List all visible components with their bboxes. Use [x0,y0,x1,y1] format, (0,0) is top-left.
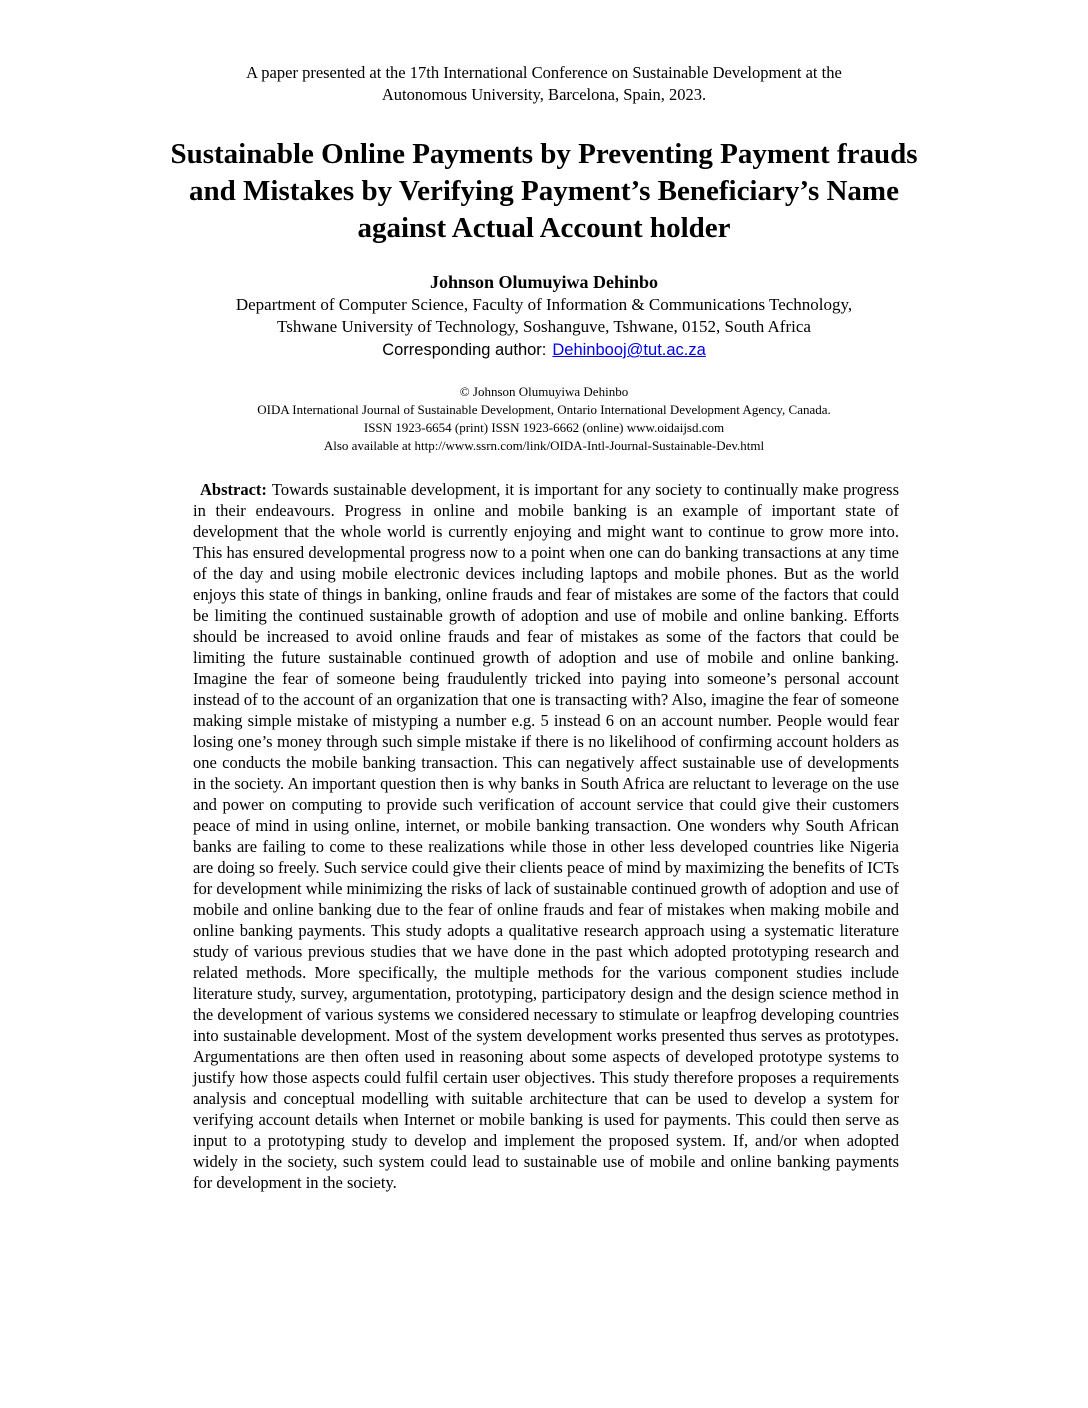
issn-line: ISSN 1923-6654 (print) ISSN 1923-6662 (online) www.oidaijsd.com [363,420,725,435]
author-affiliation-line-2: Tshwane University of Technology, Soshanguve, Tshwane, 0152, South Africa [277,317,811,336]
conference-note-line-1: A paper presented at the 17th International Conference on Sustainable Development at the [246,63,842,82]
paper-title-line-1: Sustainable Online Payments by Preventing Payment frauds [170,138,918,170]
conference-note-line-2: Autonomous University, Barcelona, Spain, 2023. [381,85,707,104]
corresponding-author-line [0,339,1088,362]
author-name: Johnson Olumuyiwa Dehinbo [429,272,659,292]
copyright-line: © Johnson Olumuyiwa Dehinbo [459,384,629,399]
abstract-text: Towards sustainable development, it is important for any society to continually make progress in their endeavours. Progress in online and mobile banking is an example of important state of development that the whole world is currently enjoying and might want to continue to grow more into. This has ensured developmental progress now to a point when one can do banking transactions at any time of the day and using mobile electronic devices including laptops and mobile phones. But as the world enjoys this state of things in banking, online frauds and fear of mistakes are some of the factors that could be limiting the continued sustainable growth of adoption and use of mobile and online banking. Efforts should be increased to avoid online frauds and fear of mistakes as some of the factors that could be limiting the future sustainable continued growth of adoption and use of mobile and online banking. Imagine the fear of someone being fraudulently tricked into paying into someone’s personal account instead of to the account of an organization that one is transacting with? Also, imagine the fear of someone making simple mistake of mistyping a number e.g. 5 instead 6 on an account number. People would fear losing one’s money through such simple mistake if there is no likelihood of confirming account holders as one conducts the mobile banking transaction. This can negatively affect sustainable use of developments in the society. An important question then is why banks in South Africa are reluctant to leverage on the use and power on computing to provide such verification of account service that could give their customers peace of mind in using online, internet, or mobile banking transaction. One wonders why South African banks are failing to come to these realizations while those in other less developed countries like Nigeria are doing so freely. Such service could give their clients peace of mind by maximizing the benefits of ICTs for development while minimizing the risks of lack of sustainable continued growth of adoption and use of mobile and online banking due to the fear of online frauds and fear of mistakes when making mobile and online banking payments. This study adopts a qualitative research approach using a systematic literature study of various previous studies that we have done in the past which adopted prototyping research and related methods. More specifically, the multiple methods for the various component studies include literature study, survey, argumentation, prototyping, participatory design and the design science method in the development of various systems we considered necessary to stimulate or leapfrog developing countries into sustainable development. Most of the system development works presented thus serves as prototypes. Argumentations are then often used in reasoning about some aspects of developed prototype systems to justify how those aspects could fulfil certain user objectives. This study therefore proposes a requirements analysis and conceptual modelling with suitable architecture that can be used to develop a system for verifying account details when Internet or mobile banking is used for payments. This could then serve as input to a prototyping study to develop and implement the proposed system. If, and/or when adopted widely in the society, such system could lead to sustainable use of mobile and online banking payments for development in the society. [193,480,899,1192]
conference-note [0,62,1088,106]
author-block [0,271,1088,362]
publication-info [0,383,1088,455]
availability-line: Also available at http://www.ssrn.com/link/OIDA-Intl-Journal-Sustainable-Dev.html [323,438,765,453]
author-affiliation-line-1: Department of Computer Science, Faculty of Information & Communications Technology, [235,295,853,314]
journal-line: OIDA International Journal of Sustainable Development, Ontario International Development Agency, Canada. [257,402,831,417]
corresponding-author-label: Corresponding author: [382,341,547,359]
abstract [193,479,899,1193]
corresponding-author-email-link[interactable]: Dehinbooj@tut.ac.za [552,341,706,359]
paper-title [0,136,1088,247]
paper-title-line-3: against Actual Account holder [357,212,731,244]
paper-title-line-2: and Mistakes by Verifying Payment’s Beneficiary’s Name [189,175,899,207]
abstract-label: Abstract: [200,480,267,499]
